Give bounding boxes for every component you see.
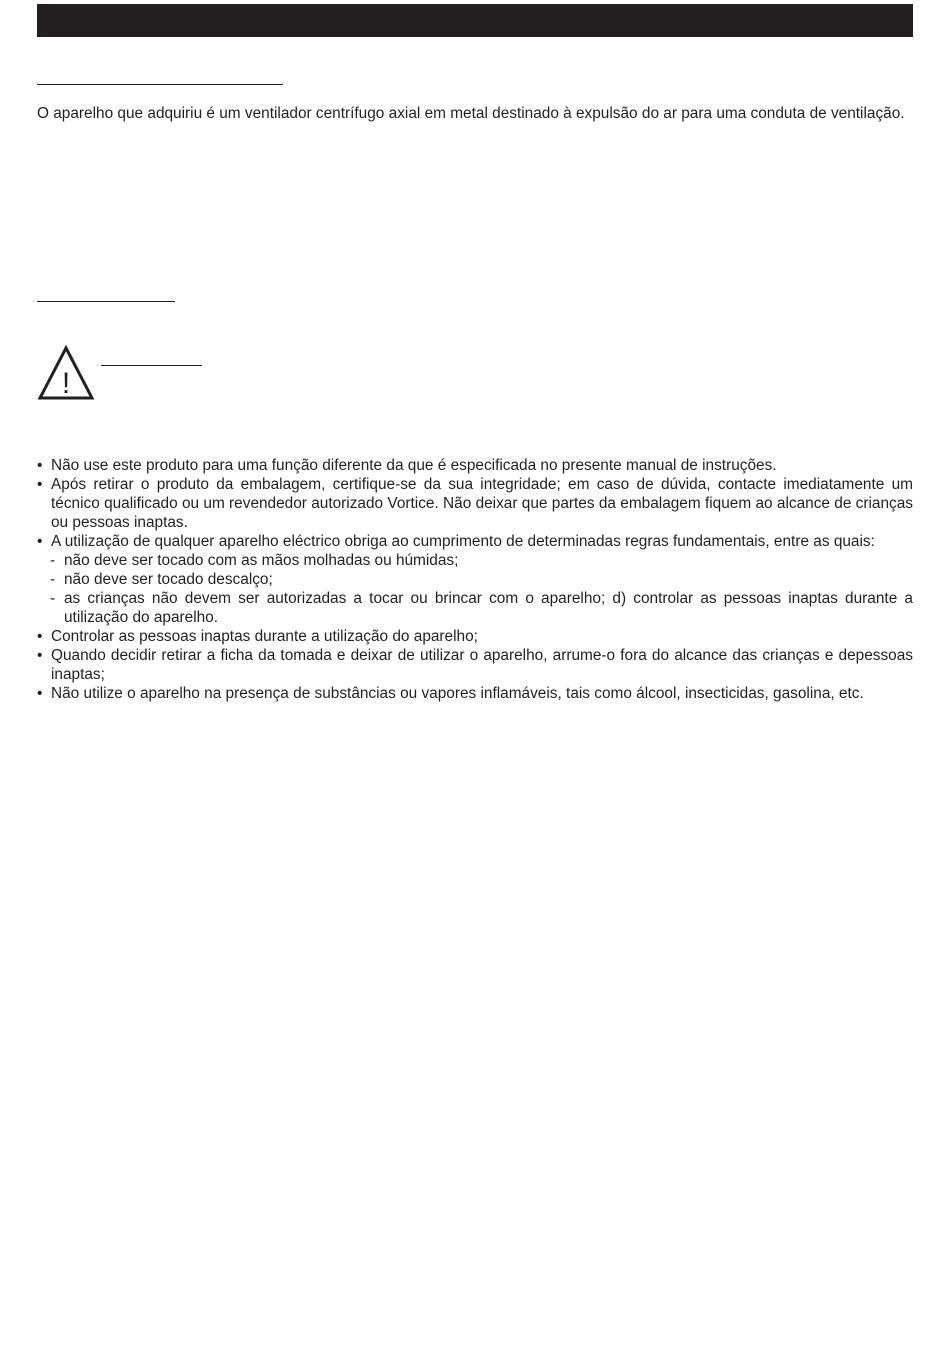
list-subitem: - as crianças não devem ser autorizadas a tocar ou brincar com o aparelho; d) controlar as pessoas inaptas durante a utilização do aparelho. (37, 589, 913, 627)
safety-list (37, 456, 913, 703)
list-subitem: - não deve ser tocado com as mãos molhadas ou húmidas; (37, 551, 913, 570)
section-heading-rule (37, 301, 175, 302)
warning-triangle-icon (37, 345, 95, 401)
warning-heading-rule (101, 365, 202, 366)
list-item: • Quando decidir retirar a ficha da tomada e deixar de utilizar o aparelho, arrume-o fora do alcance das crianças e depessoas inaptas; (37, 646, 913, 684)
list-item: • Após retirar o produto da embalagem, certifique-se da sua integridade; em caso de dúvida, contacte imediatamente um técnico qualificado ou um revendedor autorizado Vortice. Não deixar que partes da embalagem fiquem ao alcance de crianças ou pessoas inaptas. (37, 475, 913, 532)
section-heading-rule (37, 84, 283, 85)
warning-mark: ! (61, 367, 71, 400)
list-item: • Controlar as pessoas inaptas durante a utilização do aparelho; (37, 627, 913, 646)
list-item: • A utilização de qualquer aparelho eléctrico obriga ao cumprimento de determinadas regras fundamentais, entre as quais: (37, 532, 913, 551)
list-item: • Não use este produto para uma função diferente da que é especificada no presente manual de instruções. (37, 456, 913, 475)
list-subitem: - não deve ser tocado descalço; (37, 570, 913, 589)
intro-paragraph: O aparelho que adquiriu é um ventilador centrífugo axial em metal destinado à expulsão do ar para uma conduta de ventilação. (37, 105, 905, 122)
list-item: • Não utilize o aparelho na presença de substâncias ou vapores inflamáveis, tais como álcool, insecticidas, gasolina, etc. (37, 684, 913, 703)
header-bar (37, 4, 913, 37)
